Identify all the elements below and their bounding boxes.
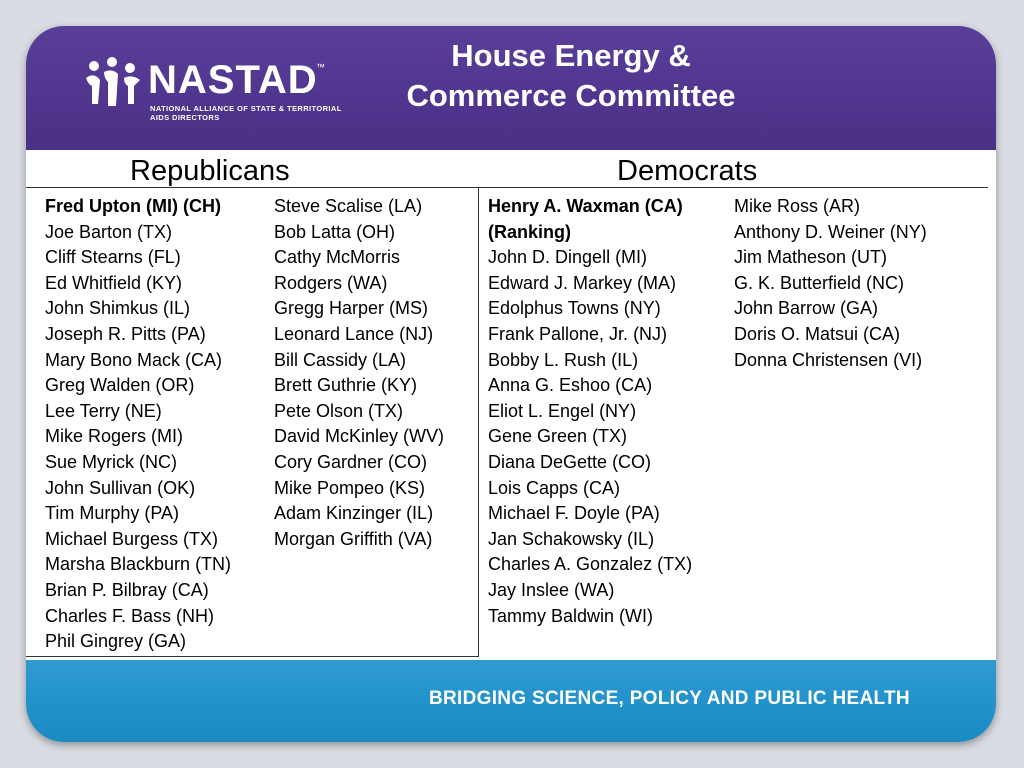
member-name: Anthony D. Weiner (NY) [734, 221, 927, 242]
member-name: Mary Bono Mack (CA) [45, 349, 223, 370]
member-name: Mike Pompeo (KS) [274, 477, 426, 498]
member-name: Greg Walden (OR) [45, 375, 195, 396]
column-divider [478, 187, 479, 657]
member-name: Jim Matheson (UT) [734, 247, 888, 268]
slide-title: House Energy & Commerce Committee [406, 38, 736, 113]
header-banner [26, 26, 996, 150]
member-name: Mike Rogers (MI) [45, 426, 184, 447]
member-name: Phil Gingrey (GA) [45, 631, 187, 652]
member-name: Jan Schakowsky (IL) [488, 528, 655, 549]
member-name: Anna G. Eshoo (CA) [488, 375, 653, 396]
member-name: Bob Latta (OH) [274, 221, 396, 242]
member-name: Joseph R. Pitts (PA) [45, 323, 206, 344]
member-name: Sue Myrick (NC) [45, 451, 178, 472]
header-divider [26, 187, 988, 188]
member-name: Edolphus Towns (NY) [488, 298, 661, 319]
member-name: Cliff Stearns (FL) [45, 247, 181, 268]
member-name: Gene Green (TX) [488, 426, 628, 447]
member-name: Cory Gardner (CO) [274, 451, 428, 472]
member-name: Bobby L. Rush (IL) [488, 349, 639, 370]
member-name: Rodgers (WA) [274, 272, 388, 293]
member-name: Mike Ross (AR) [734, 196, 861, 216]
member-name: Fred Upton (MI) (CH) [45, 196, 221, 216]
member-name: Edward J. Markey (MA) [488, 272, 677, 293]
member-name: John Shimkus (IL) [45, 298, 191, 319]
nastad-logo [84, 56, 342, 122]
member-name: Henry A. Waxman (CA) [488, 196, 683, 216]
member-name: Ed Whitfield (KY) [45, 272, 183, 293]
slide [26, 26, 996, 742]
member-name: Lee Terry (NE) [45, 400, 162, 421]
member-name: John Barrow (GA) [734, 298, 879, 319]
member-name: Michael F. Doyle (PA) [488, 503, 660, 524]
member-name: Leonard Lance (NJ) [274, 323, 434, 344]
member-name: John D. Dingell (MI) [488, 247, 648, 268]
member-name: Steve Scalise (LA) [274, 196, 423, 216]
member-name: Doris O. Matsui (CA) [734, 323, 901, 344]
committee-table [26, 150, 996, 660]
member-name: Gregg Harper (MS) [274, 298, 429, 319]
member-name: Brett Guthrie (KY) [274, 375, 418, 396]
member-name: Diana DeGette (CO) [488, 451, 652, 472]
member-name: Marsha Blackburn (TN) [45, 554, 232, 575]
member-name: Pete Olson (TX) [274, 400, 404, 421]
member-name: Morgan Griffith (VA) [274, 528, 433, 549]
member-name: Cathy McMorris [274, 247, 401, 268]
member-name: Adam Kinzinger (IL) [274, 503, 434, 524]
republicans-list-1 [45, 194, 231, 655]
member-name: David McKinley (WV) [274, 426, 445, 447]
member-name: Brian P. Bilbray (CA) [45, 579, 209, 600]
member-name: Joe Barton (TX) [45, 221, 173, 242]
member-name: Michael Burgess (TX) [45, 528, 219, 549]
democrats-list-1 [488, 194, 692, 629]
republicans-heading: Republicans [130, 155, 290, 187]
member-name: G. K. Butterfield (NC) [734, 272, 905, 293]
logo-subtitle: NATIONAL ALLIANCE OF STATE & TERRITORIAL AIDS DIRECTORS [150, 104, 342, 122]
bottom-divider [26, 656, 478, 657]
logo-wordmark: NASTAD [148, 58, 318, 102]
footer-banner [26, 660, 996, 742]
member-name: Bill Cassidy (LA) [274, 349, 407, 370]
member-name: (Ranking) [488, 221, 571, 242]
member-name: Charles A. Gonzalez (TX) [488, 554, 693, 575]
member-name: Lois Capps (CA) [488, 477, 621, 498]
member-name: Tammy Baldwin (WI) [488, 605, 654, 626]
logo-trademark: ™ [316, 62, 325, 72]
people-icon [84, 56, 144, 108]
member-name: John Sullivan (OK) [45, 477, 196, 498]
member-name: Donna Christensen (VI) [734, 349, 923, 370]
democrats-list-2 [734, 194, 927, 373]
member-name: Jay Inslee (WA) [488, 579, 615, 600]
member-name: Tim Murphy (PA) [45, 503, 180, 524]
republicans-list-2 [274, 194, 444, 552]
footer-tagline: BRIDGING SCIENCE, POLICY AND PUBLIC HEALTH [429, 688, 910, 709]
democrats-heading: Democrats [617, 155, 758, 187]
member-name: Charles F. Bass (NH) [45, 605, 215, 626]
member-name: Eliot L. Engel (NY) [488, 400, 637, 421]
member-name: Frank Pallone, Jr. (NJ) [488, 323, 668, 344]
